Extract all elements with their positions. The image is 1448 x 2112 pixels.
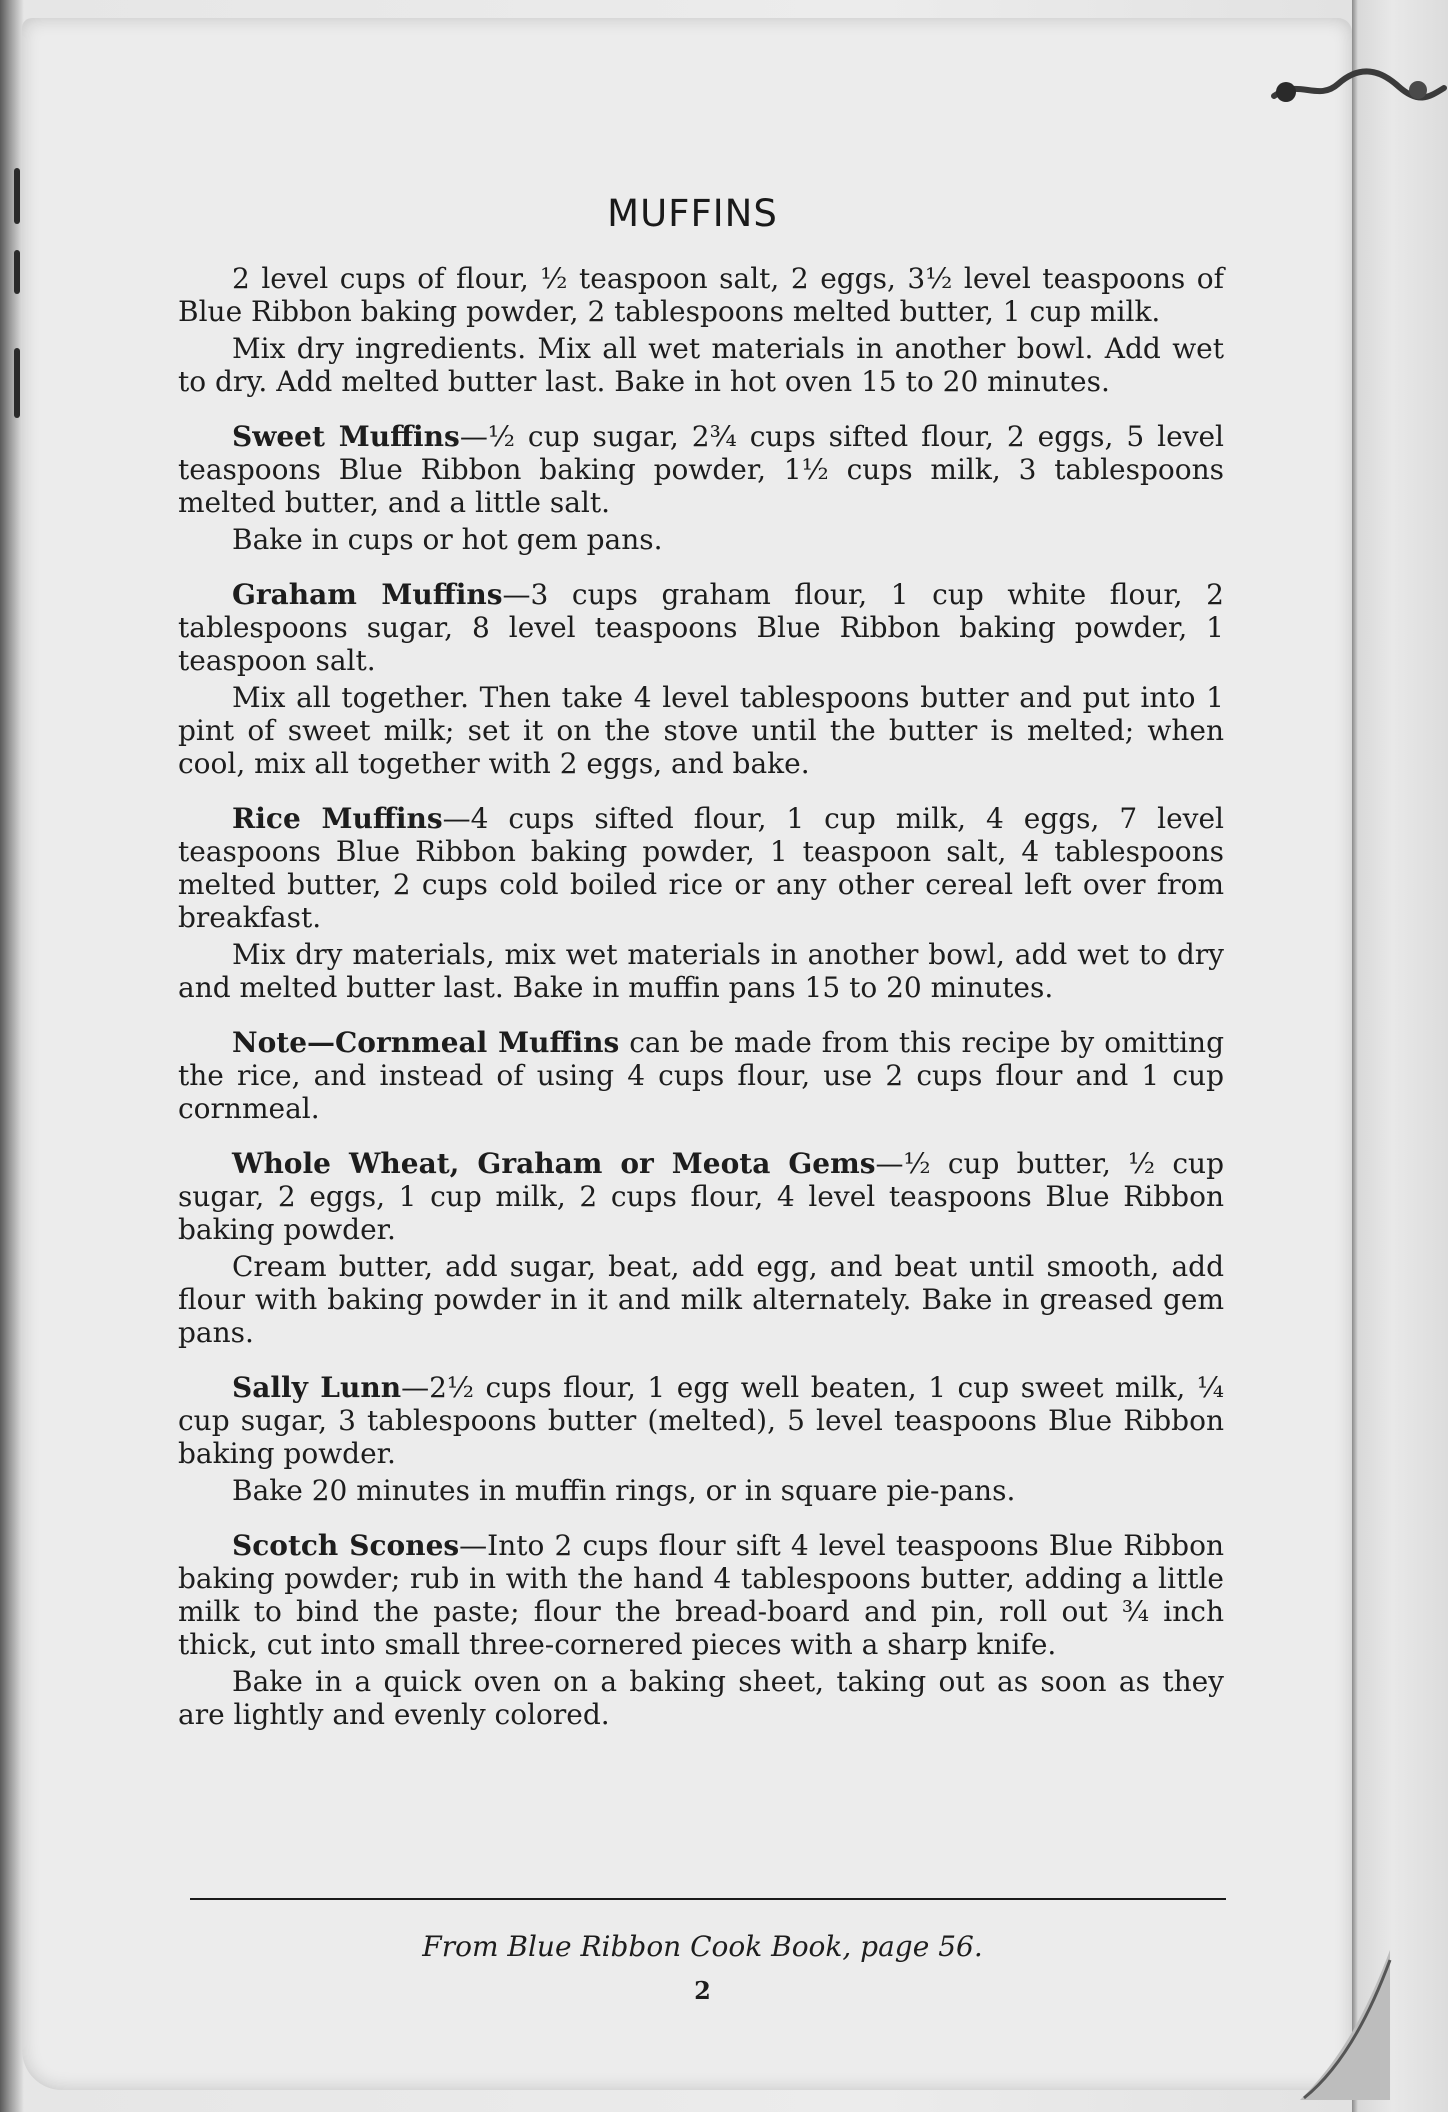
- recipe-body: Mix all together. Then take 4 level tablespoons butter and put into 1 pint of sweet milk; set it on the stove until the butter is melted; when cool, mix all together with 2 eggs, and bake.: [178, 681, 1224, 780]
- source-citation: From Blue Ribbon Cook Book, page 56.: [422, 1930, 983, 1963]
- recipe-paragraph: [178, 262, 1224, 328]
- divider-rule: [190, 1898, 1226, 1900]
- spine-mark: [14, 250, 20, 294]
- recipe-lead: Sally Lunn: [232, 1371, 402, 1404]
- recipe-lead: Note—Cornmeal Muffins: [232, 1026, 620, 1059]
- recipe-body: Mix dry materials, mix wet materials in another bowl, add wet to dry and melted butter last. Bake in muffin pans 15 to 20 minutes.: [178, 938, 1224, 1004]
- next-page-edge: [1352, 0, 1448, 2112]
- recipe-body: —½ cup sugar, 2¾ cups sifted flour, 2 eggs, 5 level teaspoons Blue Ribbon baking powder, 1½ cups milk, 3 tablespoons melted butter, and a little salt.: [178, 420, 1224, 519]
- recipe-paragraph: [178, 681, 1224, 780]
- recipe-body: —Into 2 cups flour sift 4 level teaspoons Blue Ribbon baking powder; rub in with the hand 4 tablespoons butter, adding a little milk to bind the paste; flour the bread-board and pin, roll out ¾ inch thick, cut into small three-cornered pieces with a sharp knife.: [178, 1529, 1224, 1661]
- recipe-paragraph: [178, 802, 1224, 934]
- recipe-paragraph: [178, 1665, 1224, 1731]
- recipe-paragraph: [178, 1474, 1224, 1507]
- recipe-paragraph: [178, 1250, 1224, 1349]
- recipe-body: Bake in cups or hot gem pans.: [232, 523, 663, 556]
- page-corner-curl-icon: [1290, 1950, 1400, 2100]
- binding-string-icon: [1268, 58, 1448, 118]
- recipe-body: Mix dry ingredients. Mix all wet materials in another bowl. Add wet to dry. Add melted butter last. Bake in hot oven 15 to 20 minutes.: [178, 332, 1224, 398]
- recipe-paragraph: [178, 523, 1224, 556]
- page-title: MUFFINS: [607, 192, 778, 235]
- recipe-paragraph: [178, 1026, 1224, 1125]
- recipe-paragraph: [178, 1147, 1224, 1246]
- recipe-lead: Sweet Muffins: [232, 420, 460, 453]
- recipe-paragraph: [178, 1529, 1224, 1661]
- recipe-paragraph: [178, 938, 1224, 1004]
- recipe-body: —4 cups sifted flour, 1 cup milk, 4 eggs, 7 level teaspoons Blue Ribbon baking powder, 1 teaspoon salt, 4 tablespoons melted butter, 2 cups cold boiled rice or any other cereal left over from breakfast.: [178, 802, 1224, 934]
- recipe-body: —2½ cups flour, 1 egg well beaten, 1 cup sweet milk, ¼ cup sugar, 3 tablespoons butter (melted), 5 level teaspoons Blue Ribbon baking powder.: [178, 1371, 1224, 1470]
- recipe-body: Bake in a quick oven on a baking sheet, taking out as soon as they are lightly and evenly colored.: [178, 1665, 1224, 1731]
- recipe-paragraph: [178, 420, 1224, 519]
- recipe-body: Bake 20 minutes in muffin rings, or in square pie-pans.: [232, 1474, 1016, 1507]
- recipe-lead: Rice Muffins: [232, 802, 443, 835]
- recipe-body: 2 level cups of flour, ½ teaspoon salt, 2 eggs, 3½ level teaspoons of Blue Ribbon baking powder, 2 tablespoons melted butter, 1 cup milk.: [178, 262, 1224, 328]
- recipe-paragraph: [178, 578, 1224, 677]
- recipe-lead: Whole Wheat, Graham or Meota Gems: [232, 1147, 876, 1180]
- spine-mark: [14, 348, 20, 418]
- recipe-lead: Scotch Scones: [232, 1529, 460, 1562]
- recipe-body: Cream butter, add sugar, beat, add egg, and beat until smooth, add flour with baking powder in it and milk alternately. Bake in greased gem pans.: [178, 1250, 1224, 1349]
- recipe-body: —3 cups graham flour, 1 cup white flour, 2 tablespoons sugar, 8 level teaspoons Blue Ribbon baking powder, 1 teaspoon salt.: [178, 578, 1224, 677]
- page-number: 2: [694, 1976, 711, 2005]
- recipe-text: [178, 262, 1224, 1731]
- recipe-paragraph: [178, 332, 1224, 398]
- recipe-body: can be made from this recipe by omitting the rice, and instead of using 4 cups flour, use 2 cups flour and 1 cup cornmeal.: [178, 1026, 1224, 1125]
- recipe-paragraph: [178, 1371, 1224, 1470]
- recipe-lead: Graham Muffins: [232, 578, 503, 611]
- recipe-body: —½ cup butter, ½ cup sugar, 2 eggs, 1 cup milk, 2 cups flour, 4 level teaspoons Blue Ribbon baking powder.: [178, 1147, 1224, 1246]
